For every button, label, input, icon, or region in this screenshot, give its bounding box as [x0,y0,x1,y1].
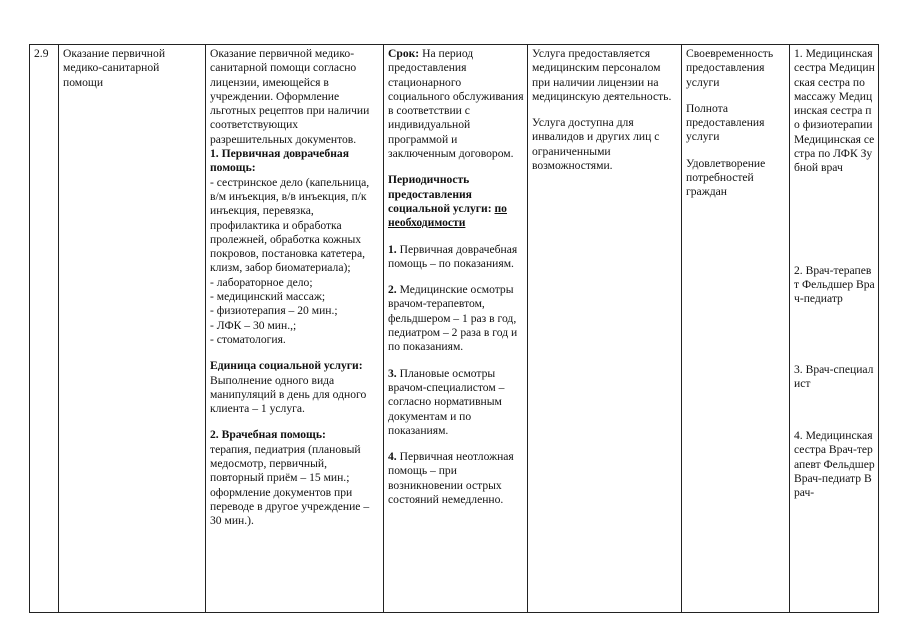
term-item: 3. Плановые осмотры врачом-специалистом – согласно нормативным документам и по показаниям. [388,366,505,437]
service-description [206,45,384,613]
term-item: 4. Первичная неотложная помощь – при возникновении острых состояний немедленно. [388,450,514,507]
term-item: 2. Медицинские осмотры врачом-терапевтом, фельдшером – 1 раз в год, педиатром – 2 раза в год и по показаниям. [388,283,518,354]
section-1-item: - стоматология. [210,332,286,346]
section-1-item: - физиотерапия – 20 мин.; [210,304,338,318]
section-2-text: терапия, педиатрия (плановый медосмотр, первичный, повторный приём – 15 мин.; оформление документов при переводе в другое учреждение – 30 мин.). [210,442,370,528]
unit-text: Выполнение одного вида манипуляций в день для одного клиента – 1 услуга. [210,373,367,416]
services-table [29,44,879,613]
service-terms [384,45,528,613]
staff-group: 4. Медицинская сестра Врач-терапевт Фельдшер Врач-педиатр Врач- [794,429,875,500]
section-1-item: - сестринское дело (капельница, в/м инъекция, в/в инъекция, п/к инъекция, перевязка, профилактика и обработка пролежней, обработка кожных покровов, постановка катетера, клизм, забор биоматериала); [210,175,370,275]
row-number: 2.9 [30,45,59,613]
criteria-item: Удовлетворение потребностей граждан [686,156,766,199]
criteria-item: Полнота предоставления услуги [686,101,765,144]
staff-group: 1. Медицинская сестра Медицинская сестра по массажу Медицинская сестра по физиотерапии Медицинская сестра по ЛФК Зубной врач [794,47,875,175]
condition-text: Услуга доступна для инвалидов и других лиц с ограниченными возможностями. [532,116,660,173]
section-1-item: - лабораторное дело; [210,275,313,289]
condition-text: Услуга предоставляется медицинским персоналом при наличии лицензии на медицинскую деятельность. [532,47,672,103]
section-2-title: 2. Врачебная помощь: [210,428,326,442]
criteria-item: Своевременность предоставления услуги [686,47,774,89]
quality-criteria [682,45,790,613]
service-conditions [528,45,682,613]
service-name: Оказание первичной медико-санитарной помощи [59,45,206,613]
table-row [30,45,879,613]
description-intro: Оказание первичной медико-санитарной помощи согласно лицензии, имеющейся в учреждении. Оформление льготных рецептов при наличии соответствующих разрешительных документов. [210,47,370,146]
section-1-item: - медицинский массаж; [210,290,326,304]
period-paragraph: Периодичность предоставления социальной услуги: по необходимости [388,173,507,230]
staff-group: 2. Врач-терапевт Фельдшер Врач-педиатр [794,263,875,306]
section-1-item: - ЛФК – 30 мин.,; [210,318,297,332]
term-item: 1. Первичная доврачебная помощь – по показаниям. [388,242,518,270]
term-paragraph: Срок: На период предоставления стационарного социального обслуживания в соответствии с индивидуальной программой и заключенным договором. [388,47,524,161]
staff-list [790,45,879,613]
unit-title: Единица социальной услуги: [210,359,363,373]
section-1-title: 1. Первичная доврачебная помощь: [210,147,349,175]
staff-group: 3. Врач-специалист [794,362,874,390]
